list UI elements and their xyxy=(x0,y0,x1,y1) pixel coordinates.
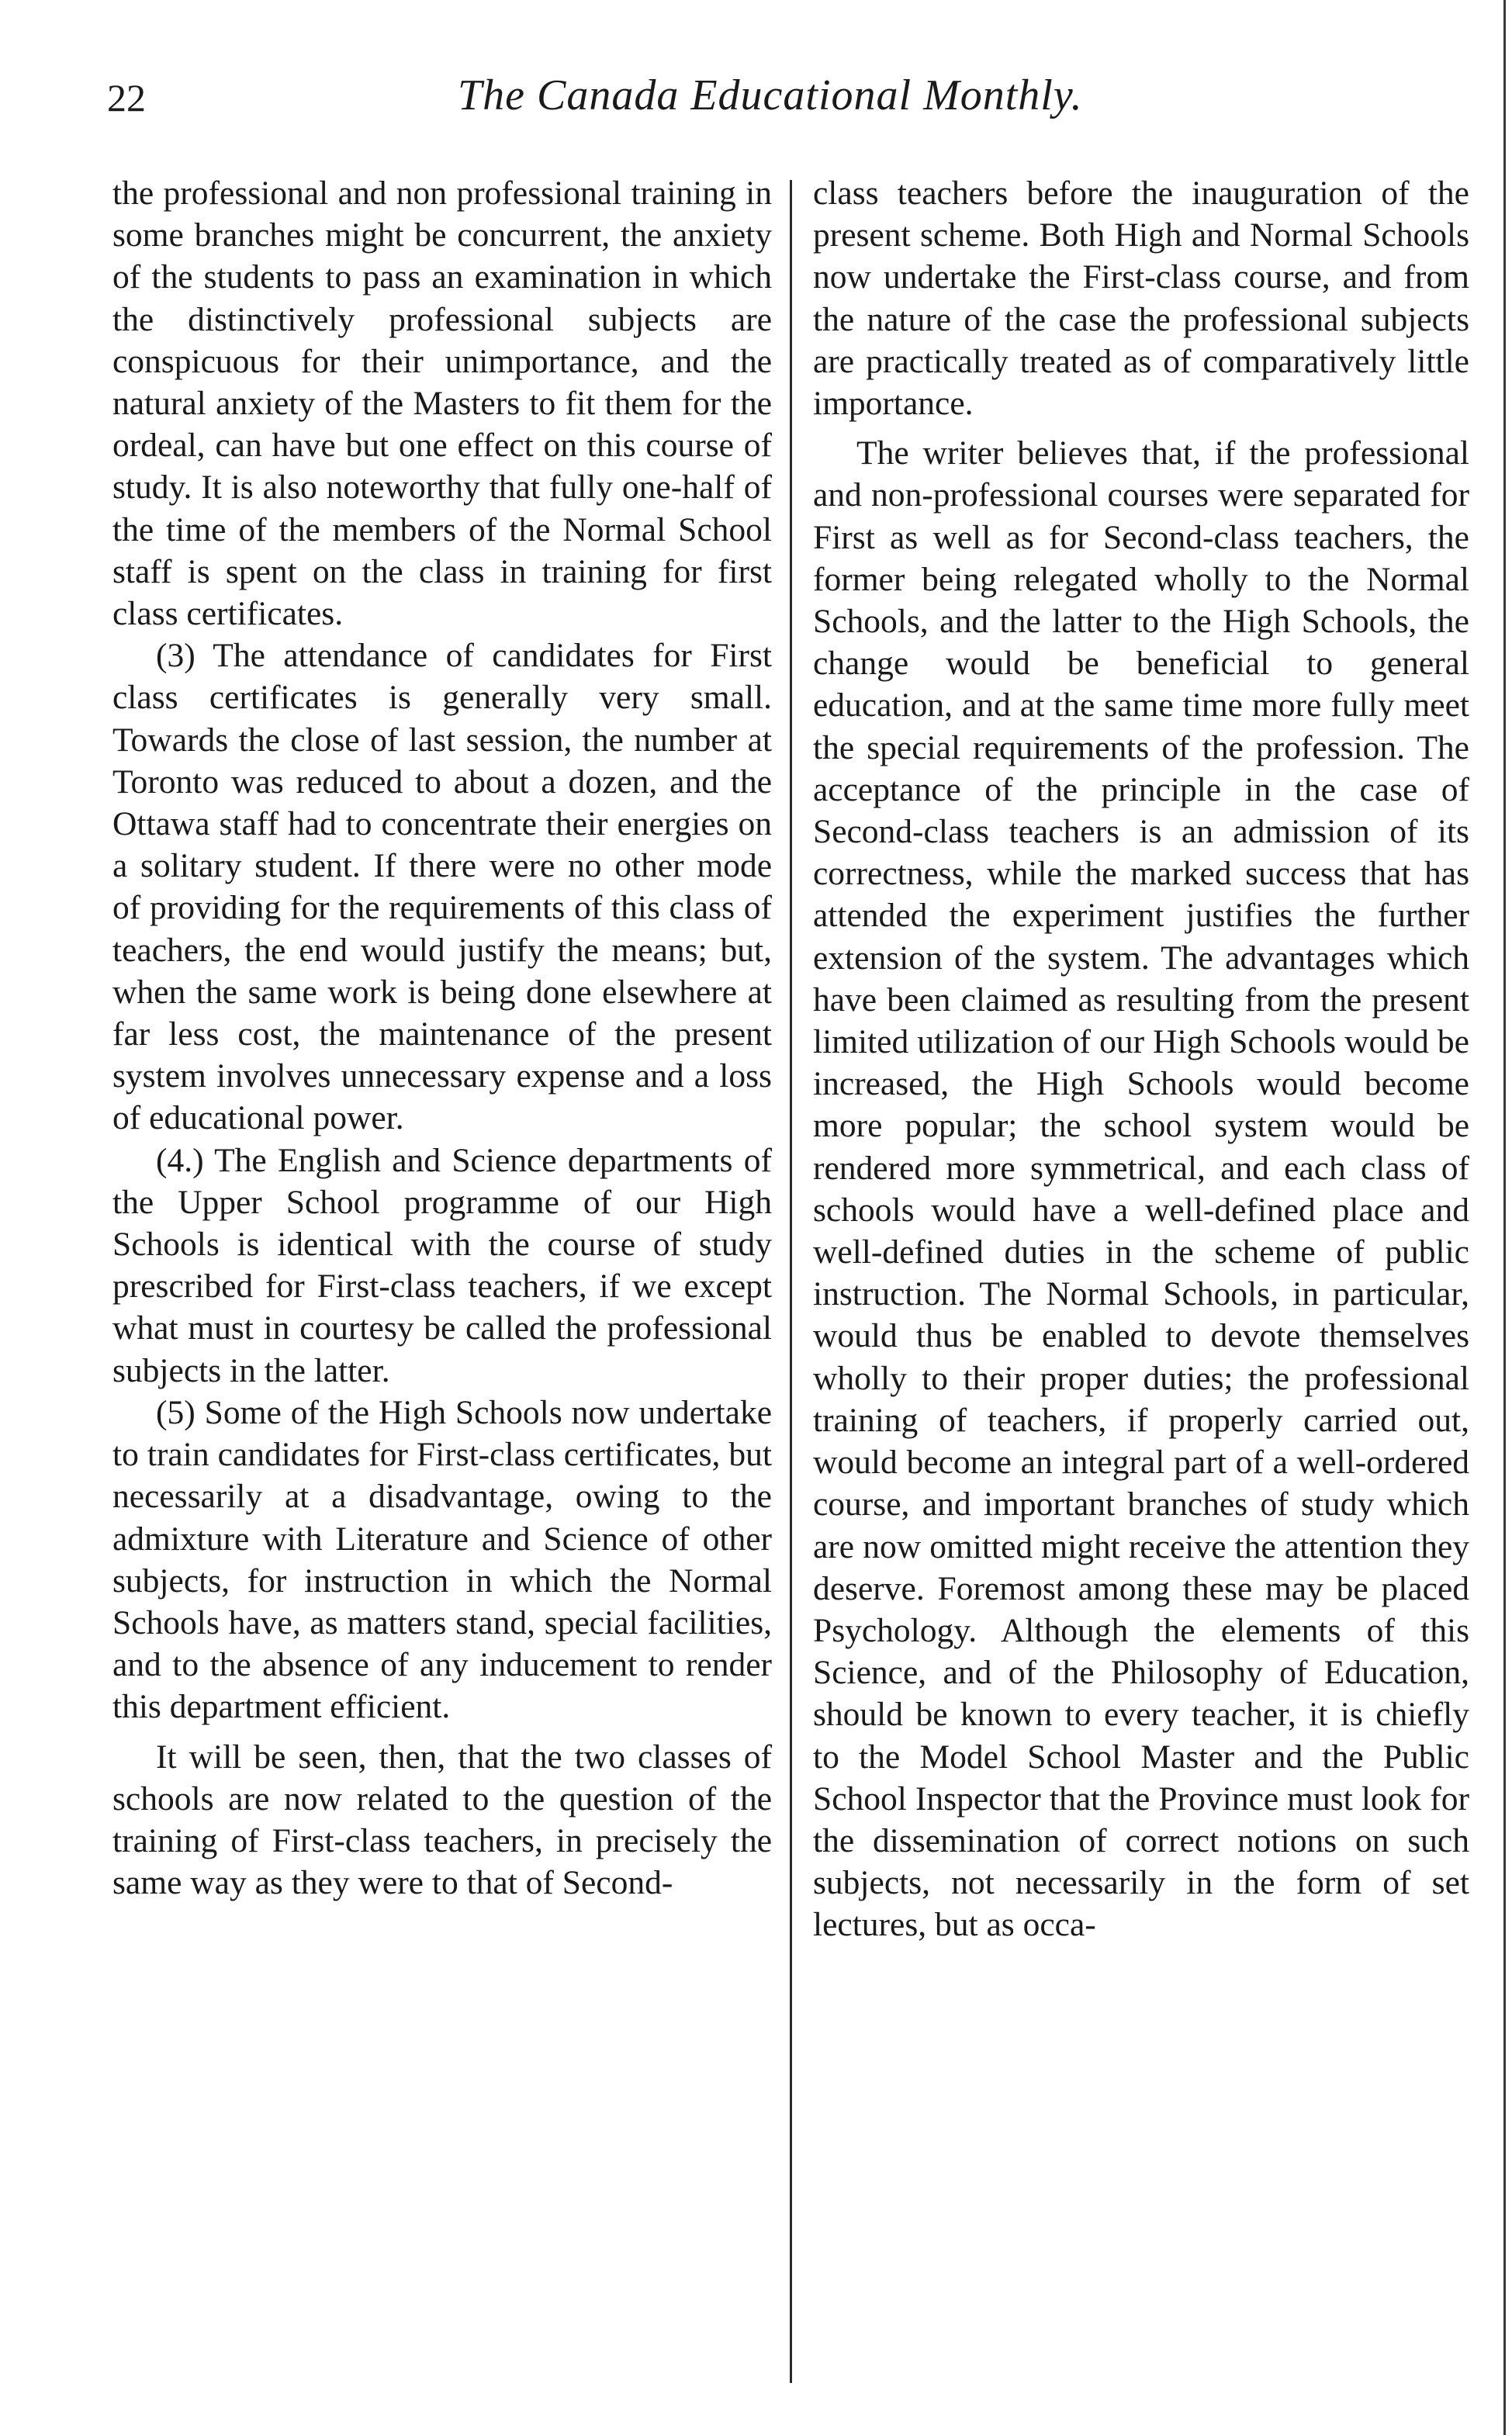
left-paragraph-1: the professional and non professional training in some branches might be concurrent, the anxiety of the students to pass an examination in which the distinctively professional subjects are conspicuous for their unimportance, and the natural anxiety of the Masters to fit them for the ordeal, can have but one effect on this course of study. It is also noteworthy that fully one-half of the time of the members of the Normal School staff is spent on the class in training for first class certificates. xyxy=(112,175,772,633)
right-column xyxy=(813,172,1469,1946)
right-paragraph-1: class teachers before the inauguration of the present scheme. Both High and Normal Schools now undertake the First-class course, and from the nature of the case the professional subjects are practically treated as of comparatively little importance. xyxy=(813,175,1469,423)
column-divider xyxy=(790,180,792,2383)
page-number: 22 xyxy=(107,76,146,119)
left-paragraph-3: (4.) The English and Science departments of the Upper School programme of our High Schools is identical with the course of study prescribed for First-class teachers, if we except what must in courtesy be called the professional subjects in the latter. xyxy=(112,1141,772,1389)
left-paragraph-2: (3) The attendance of candidates for First class certificates is generally very small. Towards the close of last session, the number at Toronto was reduced to about a dozen, and the Ottawa staff had to concentrate their energies on a solitary student. If there were no other mode of providing for the requirements of this class of teachers, the end would justify the means; but, when the same work is being done elsewhere at far less cost, the maintenance of the present system involves unnecessary expense and a loss of educational power. xyxy=(112,637,772,1137)
left-column xyxy=(112,172,772,1904)
right-paragraph-2: The writer believes that, if the professional and non-professional courses were separated for First as well as for Second-class teachers, the former being relegated wholly to the Normal Schools, and the latter to the High Schools, the change would be beneficial to general education, and at the same time more fully meet the special requirements of the profession. The acceptance of the principle in the case of Second-class teachers is an admission of its correctness, while the marked success that has attended the experiment justifies the further extension of the system. The advantages which have been claimed as resulting from the present limited utilization of our High Schools would be increased, the High Schools would become more popular; the school system would be rendered more symmetrical, and each class of schools would have a well-defined place and well-defined duties in the scheme of public instruction. The Normal Schools, in particular, would thus be enabled to devote themselves wholly to their proper duties; the professional training of teachers, if properly carried out, would become an integral part of a well-ordered course, and important branches of study which are now omitted might receive the attention they deserve. Foremost among these may be placed Psychology. Although the elements of this Science, and of the Philosophy of Education, should be known to every teacher, it is chiefly to the Model School Master and the Public School Inspector that the Province must look for the dissemination of correct notions on such subjects, not necessarily in the form of set lectures, but as occa- xyxy=(813,434,1469,1944)
left-paragraph-5: It will be seen, then, that the two classes of schools are now related to the question of the training of First-class teachers, in precisely the same way as they were to that of Second- xyxy=(112,1738,772,1902)
running-title: The Canada Educational Monthly. xyxy=(458,71,1083,119)
left-paragraph-4: (5) Some of the High Schools now undertake to train candidates for First-class certificates, but necessarily at a disadvantage, owing to the admixture with Literature and Science of other subjects, for instruction in which the Normal Schools have, as matters stand, special facilities, and to the absence of any inducement to render this department efficient. xyxy=(112,1393,772,1726)
page-edge-line xyxy=(1503,0,1506,2435)
